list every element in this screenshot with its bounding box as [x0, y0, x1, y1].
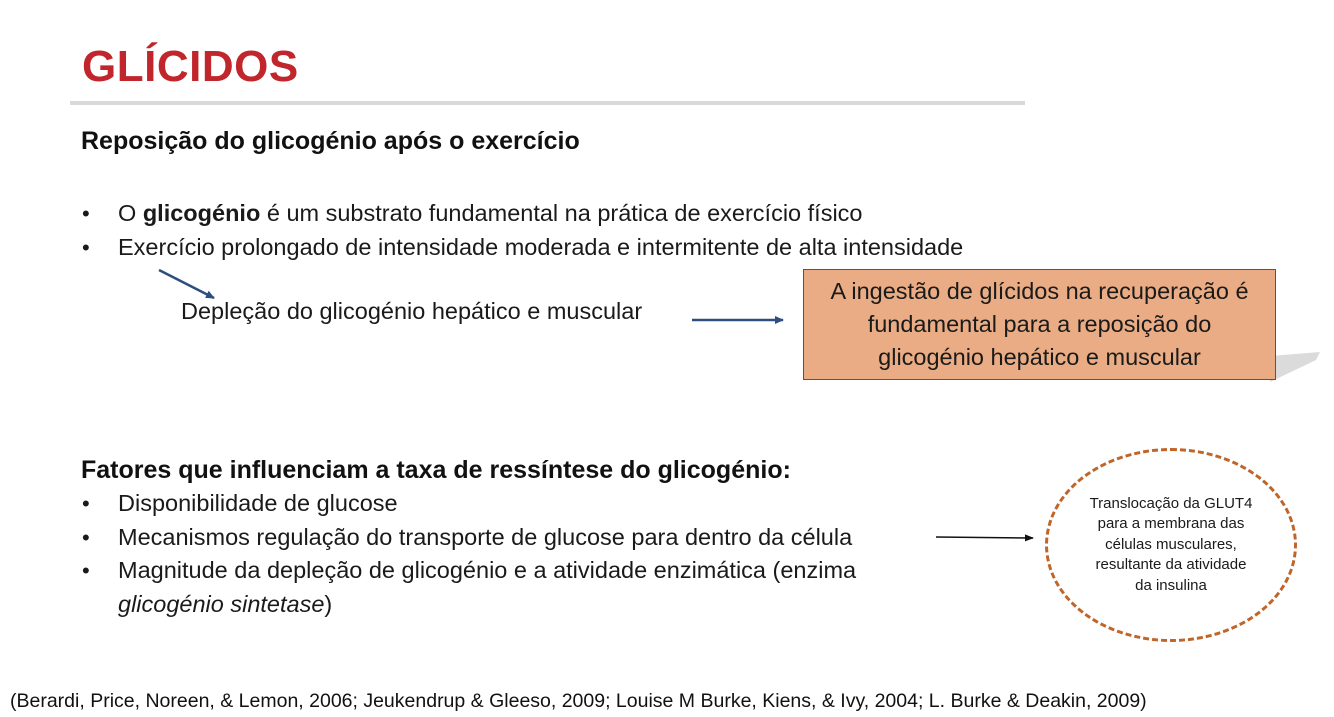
section2-heading: Fatores que influenciam a taxa de ressíntese do glicogénio:: [81, 456, 791, 484]
references: (Berardi, Price, Noreen, & Lemon, 2006; Jeukendrup & Gleeso, 2009; Louise M Burke, Kiens, & Ivy, 2004; L. Burke & Deakin, 2009): [10, 690, 1147, 712]
slide-title: GLÍCIDOS: [82, 42, 299, 91]
oval-text: Translocação da GLUT4 para a membrana das células musculares, resultante da atividade da insulina: [1089, 494, 1253, 594]
right-arrow-to-oval: [936, 537, 1033, 538]
section1-heading: Reposição do glicogénio após o exercício: [81, 127, 580, 155]
section2-bullet-1: • Disponibilidade de glucose: [81, 487, 856, 521]
section2-bullet-3: • Magnitude da depleção de glicogénio e a atividade enzimática (enzima glicogénio sintetase): [81, 554, 856, 621]
section1-bullet-2: • Exercício prolongado de intensidade moderada e intermitente de alta intensidade: [81, 231, 963, 265]
callout-text: A ingestão de glícidos na recuperação é fundamental para a reposição do glicogénio hepático e muscular: [830, 278, 1249, 370]
section2-bullet-2: • Mecanismos regulação do transporte de glucose para dentro da célula: [81, 521, 856, 555]
bold-term-glicogenio: glicogénio: [142, 200, 261, 226]
section2-bullet-list: [81, 487, 856, 621]
section1-bullet-1: • O glicogénio é um substrato fundamental na prática de exercício físico: [81, 197, 963, 231]
glut4-oval: [1045, 448, 1297, 642]
diagonal-arrow: [159, 270, 214, 298]
enzyme-name: glicogénio sintetase: [118, 590, 325, 617]
depletion-text: Depleção do glicogénio hepático e muscular: [181, 298, 643, 324]
